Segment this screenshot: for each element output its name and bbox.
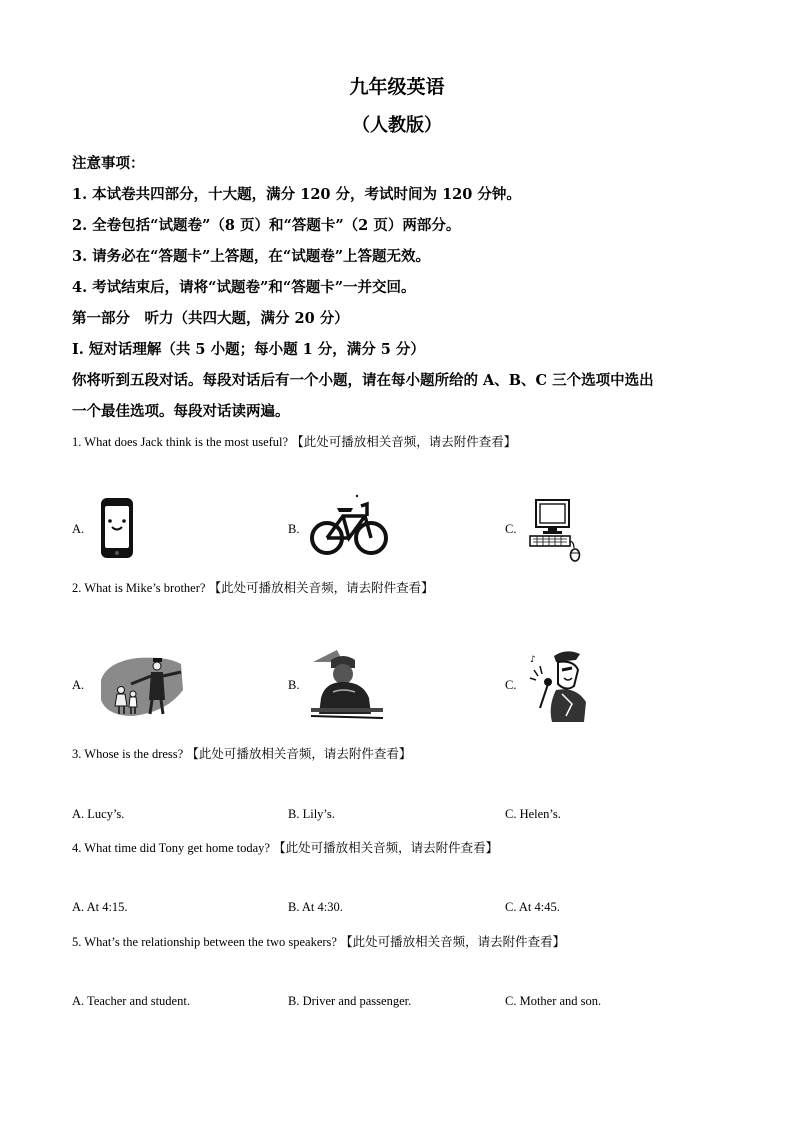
option-b[interactable]: B. Lily’s. bbox=[288, 807, 335, 821]
question-3 bbox=[72, 744, 411, 762]
option-label: A. bbox=[72, 522, 85, 536]
question-1 bbox=[72, 432, 516, 450]
option-a[interactable]: A. At 4:15. bbox=[72, 900, 128, 914]
computer-icon[interactable] bbox=[527, 498, 587, 564]
audio-note[interactable]: 【此处可播放相关音频，请去附件查看】 bbox=[208, 580, 434, 595]
question-text: 2. What is Mike’s brother? bbox=[72, 581, 206, 595]
question-text: 5. What’s the relationship between the two speakers? bbox=[72, 935, 337, 949]
audio-note[interactable]: 【此处可播放相关音频，请去附件查看】 bbox=[273, 840, 499, 855]
option-b[interactable]: B. Driver and passenger. bbox=[288, 994, 412, 1008]
bicycle-icon[interactable] bbox=[309, 492, 389, 560]
option-label: C. bbox=[505, 678, 517, 692]
part-one-heading: 第一部分 听力（共四大题，满分 20 分） bbox=[72, 310, 349, 327]
option-c[interactable]: C. Mother and son. bbox=[505, 994, 602, 1008]
svg-text:♪: ♪ bbox=[530, 655, 536, 665]
question-text: 4. What time did Tony get home today? bbox=[72, 841, 270, 855]
notice-item: 3. 请务必在“答题卡”上答题，在“试题卷”上答题无效。 bbox=[72, 248, 431, 265]
edition-label: （人教版） bbox=[352, 115, 442, 136]
notice-item: 2. 全卷包括“试题卷”（8 页）和“答题卡”（2 页）两部分。 bbox=[72, 217, 461, 234]
mobile-phone-icon[interactable] bbox=[100, 497, 134, 559]
instruction-line-1: 你将听到五段对话。每段对话后有一个小题，请在每小题所给的 A、B、C 三个选项中选出 bbox=[72, 372, 654, 389]
audio-note[interactable]: 【此处可播放相关音频，请去附件查看】 bbox=[291, 434, 517, 449]
worker-icon[interactable] bbox=[309, 648, 385, 722]
exam-title: 九年级英语 bbox=[349, 76, 445, 98]
option-b[interactable]: B. At 4:30. bbox=[288, 900, 343, 914]
option-label: C. bbox=[505, 522, 517, 536]
question-5 bbox=[72, 932, 565, 950]
police-officer-icon[interactable] bbox=[97, 650, 185, 720]
audio-note[interactable]: 【此处可播放相关音频，请去附件查看】 bbox=[340, 934, 566, 949]
singer-icon[interactable] bbox=[526, 646, 590, 726]
question-text: 1. What does Jack think is the most useful? bbox=[72, 435, 289, 449]
option-c[interactable]: C. At 4:45. bbox=[505, 900, 560, 914]
notice-heading: 注意事项： bbox=[72, 155, 145, 172]
option-label: B. bbox=[288, 678, 300, 692]
option-label: A. bbox=[72, 678, 85, 692]
question-text: 3. Whose is the dress? bbox=[72, 747, 184, 761]
section-one-heading: Ⅰ. 短对话理解（共 5 小题；每小题 1 分，满分 5 分） bbox=[72, 341, 425, 358]
question-2 bbox=[72, 578, 434, 596]
option-a[interactable]: A. Lucy’s. bbox=[72, 807, 125, 821]
option-label: B. bbox=[288, 522, 300, 536]
question-4 bbox=[72, 838, 498, 856]
option-c[interactable]: C. Helen’s. bbox=[505, 807, 561, 821]
audio-note[interactable]: 【此处可播放相关音频，请去附件查看】 bbox=[186, 746, 412, 761]
option-a[interactable]: A. Teacher and student. bbox=[72, 994, 190, 1008]
notice-item: 4. 考试结束后，请将“试题卷”和“答题卡”一并交回。 bbox=[72, 279, 416, 296]
instruction-line-2: 一个最佳选项。每段对话读两遍。 bbox=[72, 403, 290, 420]
notice-item: 1. 本试卷共四部分，十大题，满分 120 分，考试时间为 120 分钟。 bbox=[72, 186, 521, 203]
